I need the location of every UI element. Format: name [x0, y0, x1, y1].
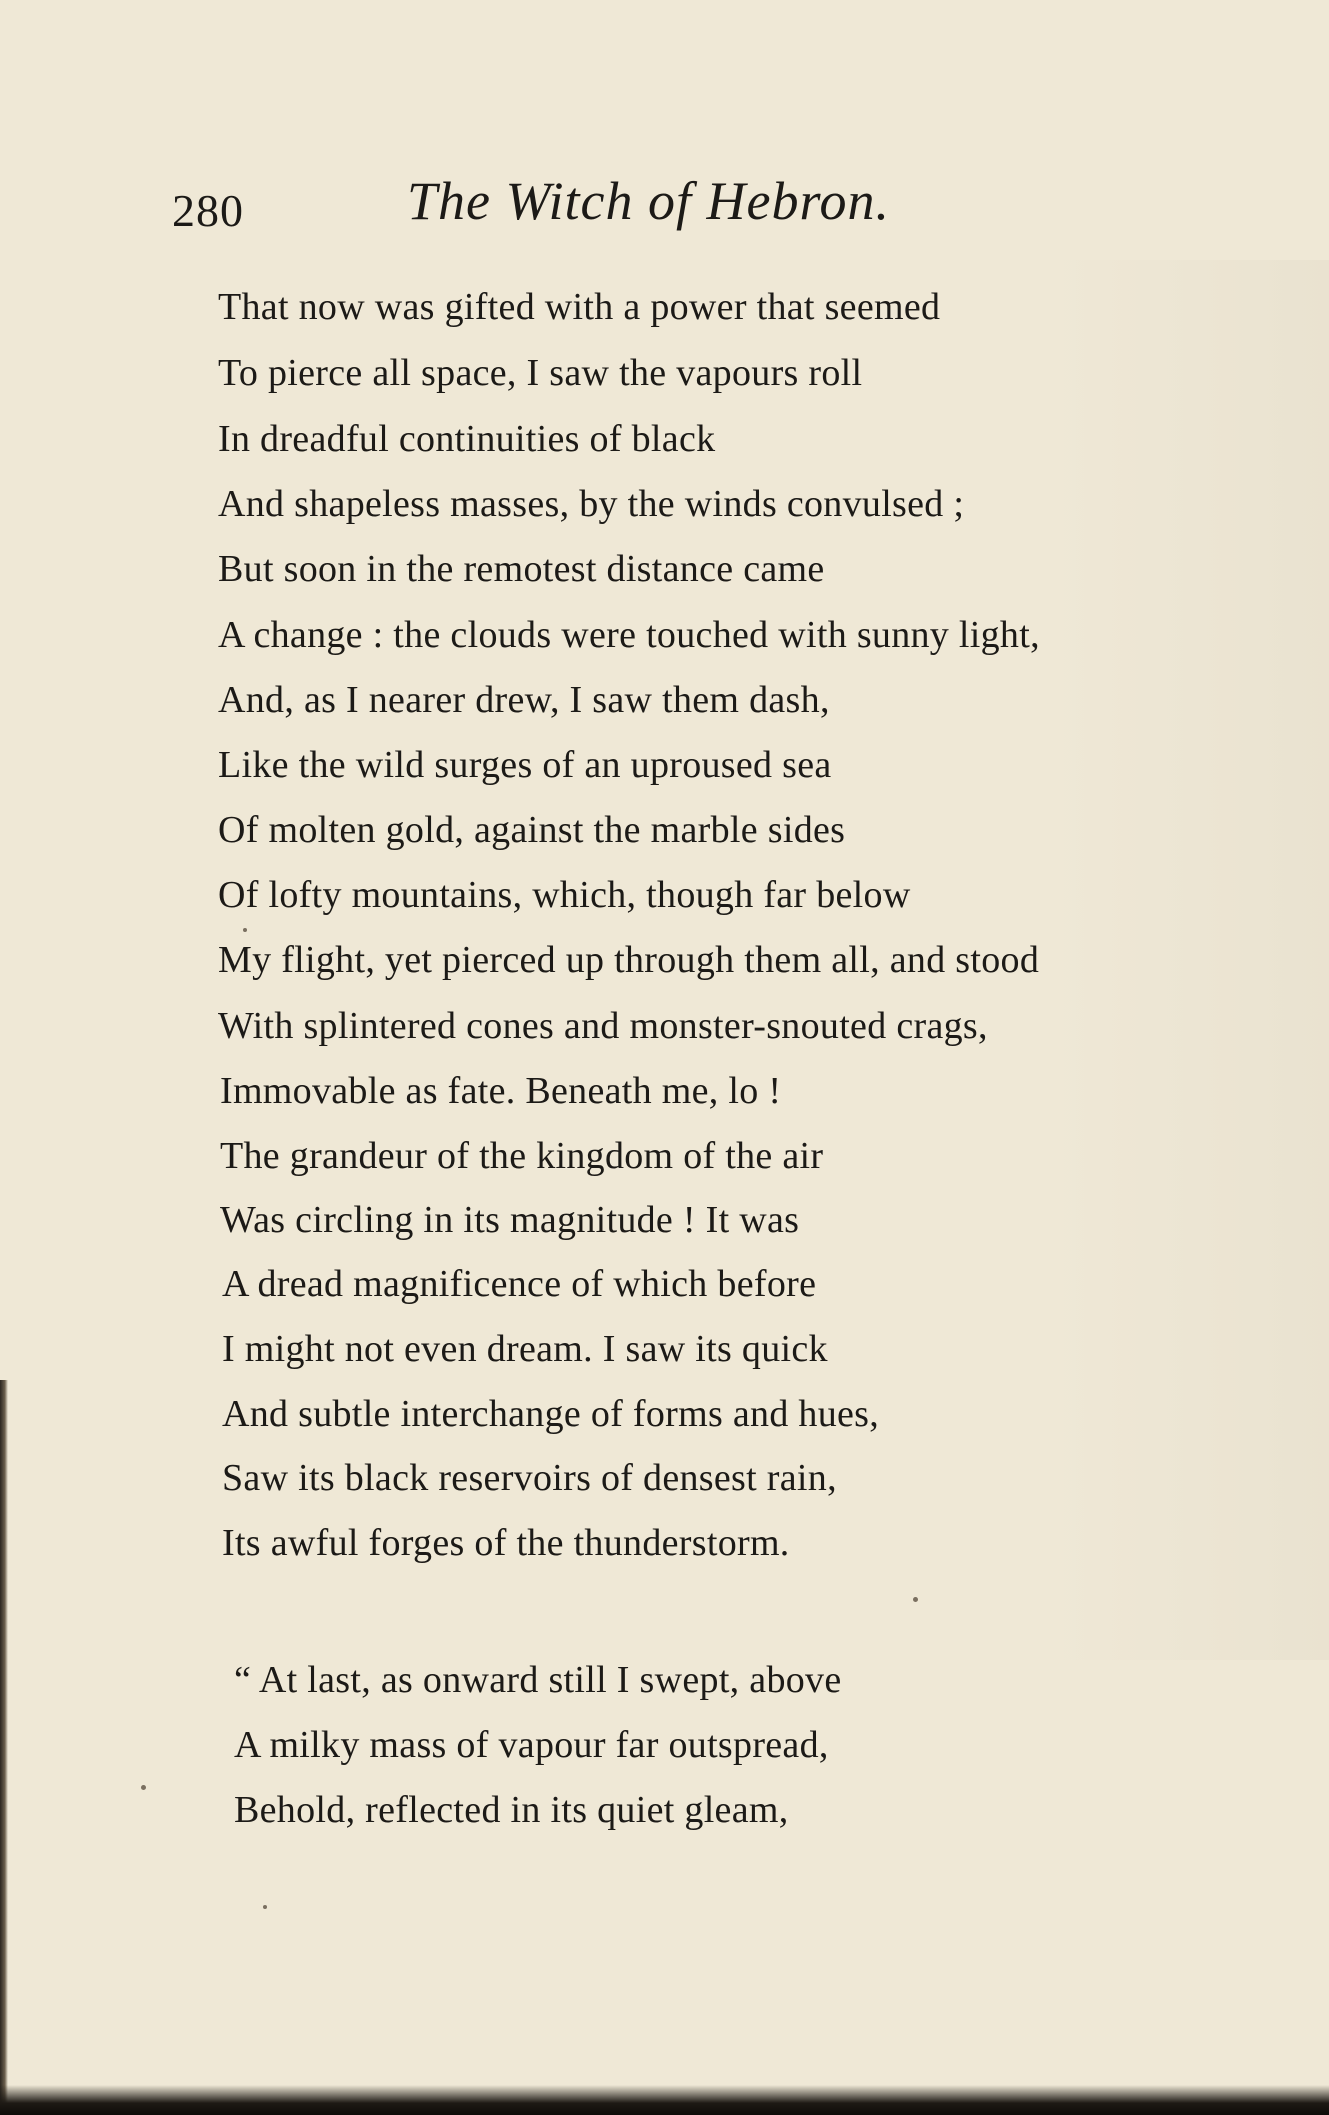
spine-shadow: [0, 1380, 8, 2115]
verse-line: Was circling in its magnitude ! It was: [220, 1199, 800, 1241]
verse-line: A dread magnificence of which before: [222, 1263, 817, 1305]
verse-line: Like the wild surges of an uproused sea: [218, 744, 832, 786]
running-title: The Witch of Hebron.: [407, 171, 890, 231]
verse-line: A change : the clouds were touched with sunny light,: [218, 614, 1040, 656]
verse-line: But soon in the remotest distance came: [218, 548, 825, 590]
paper-speck: [243, 928, 247, 932]
verse-line: A milky mass of vapour far outspread,: [234, 1724, 829, 1766]
verse-line: The grandeur of the kingdom of the air: [220, 1135, 824, 1177]
verse-line: And subtle interchange of forms and hues,: [222, 1393, 880, 1435]
verse-line: Saw its black reservoirs of densest rain,: [222, 1457, 837, 1499]
verse-line: My flight, yet pierced up through them all, and stood: [218, 939, 1040, 981]
verse-line: I might not even dream. I saw its quick: [222, 1328, 828, 1370]
verse-line: With splintered cones and monster-snouted crags,: [218, 1005, 988, 1047]
verse-line: Its awful forges of the thunderstorm.: [222, 1522, 790, 1564]
verse-line: In dreadful continuities of black: [218, 418, 716, 460]
verse-line: Of lofty mountains, which, though far below: [218, 874, 911, 916]
paper-speck: [141, 1785, 146, 1790]
paper-speck: [913, 1597, 918, 1602]
paper-speck: [263, 1905, 267, 1909]
verse-line: And shapeless masses, by the winds convulsed ;: [218, 483, 965, 525]
verse-line: That now was gifted with a power that seemed: [218, 286, 941, 328]
verse-line: Immovable as fate. Beneath me, lo !: [220, 1070, 782, 1112]
verse-line: Behold, reflected in its quiet gleam,: [234, 1789, 789, 1831]
verse-line: Of molten gold, against the marble sides: [218, 809, 846, 851]
page-bottom-edge: [0, 2085, 1329, 2115]
verse-line: And, as I nearer drew, I saw them dash,: [218, 679, 830, 721]
verse-line: “ At last, as onward still I swept, above: [234, 1659, 842, 1701]
page-number: 280: [172, 185, 244, 236]
verse-line: To pierce all space, I saw the vapours roll: [218, 352, 863, 394]
bleed-through-shadow: [1049, 260, 1329, 1660]
running-head: [172, 170, 1132, 240]
